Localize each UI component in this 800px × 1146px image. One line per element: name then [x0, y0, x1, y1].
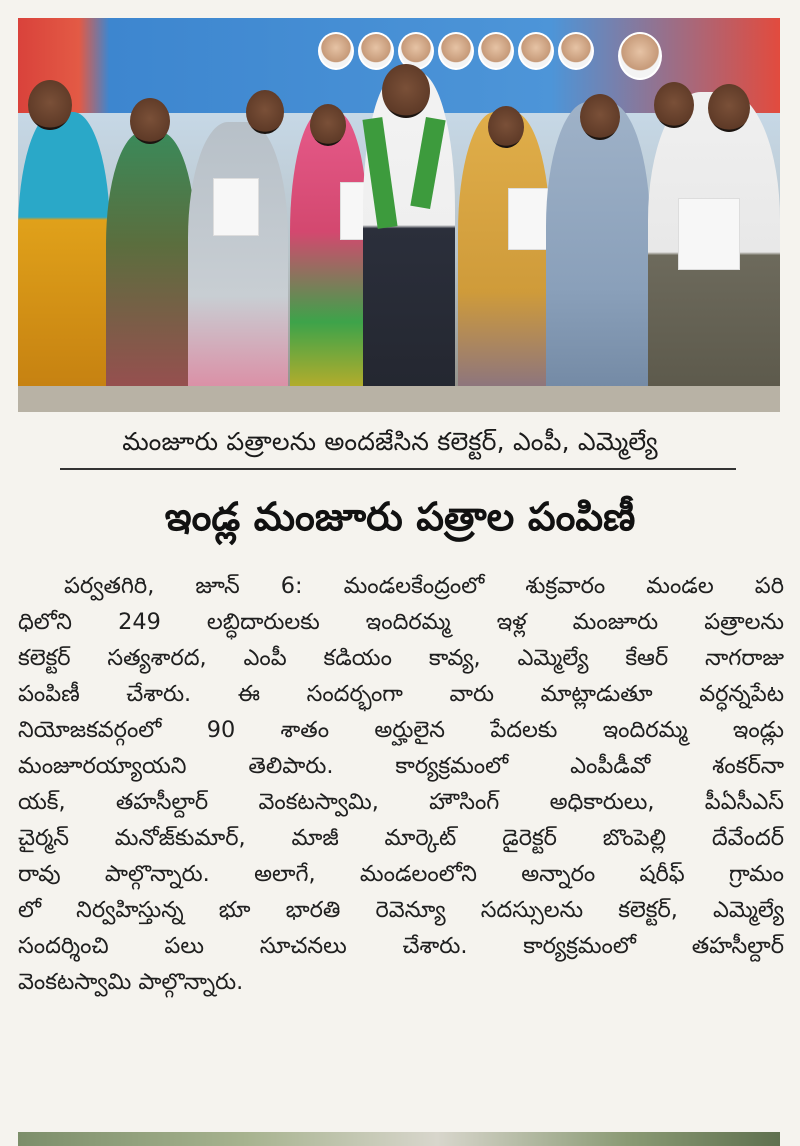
body-line: యక్, తహసీల్దార్ వెంకటస్వామి, హౌసింగ్ అధికారులు, పీఏసీఎస్: [18, 789, 784, 815]
caption-divider: [60, 468, 736, 470]
body-line: చైర్మన్ మనోజ్‌కుమార్, మాజీ మార్కెట్ డైరెక్టర్ బొంపెల్లి దేవేందర్: [18, 825, 784, 851]
article-headline: ఇండ్ల మంజూరు పత్రాల పంపిణీ: [164, 495, 636, 540]
banner-portrait: [358, 32, 394, 70]
body-line: నియోజకవర్గంలో 90 శాతం అర్హులైన పేదలకు ఇందిరమ్మ ఇండ్లు: [18, 717, 784, 743]
person-head: [130, 98, 170, 144]
certificate-paper: [678, 198, 740, 270]
body-line: పంపిణీ చేశారు. ఈ సందర్భంగా వారు మాట్లాడుతూ వర్ధన్నపేట: [18, 681, 784, 707]
photo-caption: మంజూరు పత్రాలను అందజేసిన కలెక్టర్, ఎంపీ, ఎమ్మెల్యే: [122, 427, 658, 456]
person-head: [488, 106, 524, 148]
body-line: లో నిర్వహిస్తున్న భూ భారతి రెవెన్యూ సదస్సులను కలెక్టర్, ఎమ్మెల్యే: [18, 897, 784, 923]
person-figure: [18, 112, 110, 412]
banner-portrait: [558, 32, 594, 70]
body-line: మంజూరయ్యాయని తెలిపారు. కార్యక్రమంలో ఎంపీడీవో శంకర్‌నా: [18, 753, 784, 779]
banner-portrait: [518, 32, 554, 70]
banner-portrait: [618, 32, 662, 80]
person-figure: [458, 112, 550, 412]
body-line: రావు పాల్గొన్నారు. అలాగే, మండలంలోని అన్నారం షరీఫ్ గ్రామం: [18, 861, 784, 887]
body-line: వెంకటస్వామి పాల్గొన్నారు.: [18, 969, 244, 995]
person-head: [580, 94, 620, 140]
banner-portrait: [478, 32, 514, 70]
body-line: ధిలోని 249 లబ్ధిదారులకు ఇందిరమ్మ ఇళ్ల మంజూరు పత్రాలను: [18, 609, 784, 635]
next-photo-edge: [18, 1132, 780, 1146]
person-figure: [106, 132, 196, 412]
person-figure: [188, 122, 288, 412]
person-head: [28, 80, 72, 130]
news-photo: [18, 18, 780, 412]
person-head: [382, 64, 430, 118]
banner-portrait: [438, 32, 474, 70]
ground: [18, 386, 780, 412]
person-figure: [290, 112, 368, 412]
person-figure: [546, 102, 650, 412]
person-head: [310, 104, 346, 146]
body-line: సందర్శించి పలు సూచనలు చేశారు. కార్యక్రమంలో తహసీల్దార్: [18, 933, 784, 959]
person-head: [708, 84, 750, 132]
banner-portrait: [318, 32, 354, 70]
person-head: [654, 82, 694, 128]
body-line: పర్వతగిరి, జూన్ 6: మండలకేంద్రంలో శుక్రవారం మండల పరి: [64, 573, 784, 599]
body-line: కలెక్టర్ సత్యశారద, ఎంపీ కడియం కావ్య, ఎమ్మెల్యే కేఆర్ నాగరాజు: [18, 645, 784, 671]
person-head: [246, 90, 284, 134]
certificate-paper: [213, 178, 259, 236]
article-body: [18, 568, 784, 1000]
